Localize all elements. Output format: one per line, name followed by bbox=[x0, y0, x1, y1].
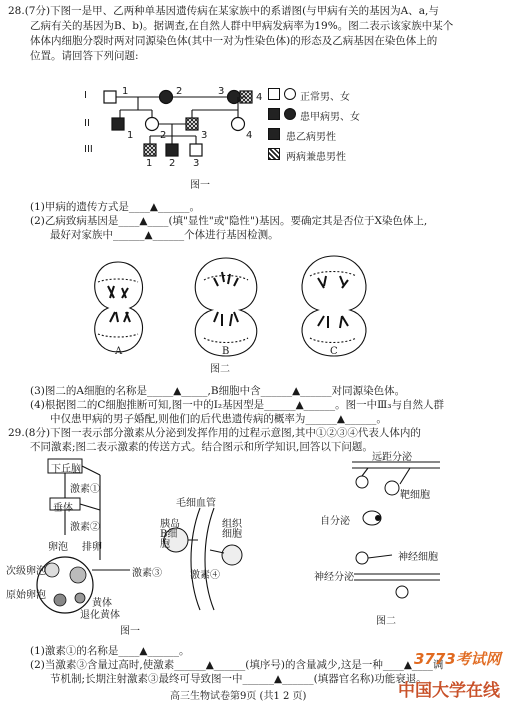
cell-A bbox=[95, 262, 143, 352]
q28-question-4b: 中仅患甲病的男子婚配,则他们的后代患遗传病的概率为______▲______。 bbox=[50, 413, 387, 425]
q28-line-4: 位置。请回答下列问题: bbox=[30, 50, 139, 62]
pedigree-III2-affected-male bbox=[166, 144, 178, 156]
ind-I4-num: 4 bbox=[256, 92, 263, 103]
cell-B-label: B bbox=[222, 346, 230, 357]
legend-disease-a-label: 患甲病男、女 bbox=[300, 112, 360, 123]
legend-disease-a-male-icon bbox=[268, 108, 280, 120]
q28-question-4: (4)根据图二的C细胞推断可知,图一中的Ⅰ₂基因型是______▲______。图一中Ⅲ₃与自然人群 bbox=[30, 399, 445, 411]
label-corpus: 黄体 bbox=[92, 598, 112, 609]
q28-line-2: 乙病有关的基因为B、b)。据调查,在自然人群中甲病发病率为19%。图二表示该家族中某个 bbox=[30, 20, 454, 32]
ind-III1-num: 1 bbox=[146, 158, 153, 169]
ind-II2-num: 2 bbox=[160, 130, 167, 141]
label-pituitary: 垂体 bbox=[53, 503, 73, 514]
cell-C bbox=[302, 256, 366, 356]
label-secondary-follicle: 次级卵泡 bbox=[6, 566, 46, 577]
page-footer: 高三生物试卷第9页 (共1 2 页) bbox=[170, 691, 307, 702]
q29-question-1: (1)激素①的名称是____▲______。 bbox=[30, 645, 190, 657]
label-autocrine: 自分泌 bbox=[320, 516, 350, 527]
pedigree-III1-hatched-male bbox=[144, 144, 156, 156]
pedigree-I2-affected-female bbox=[160, 91, 173, 104]
q28-question-3: (3)图二的A细胞的名称是_____▲_____,B细胞中含______▲______对同源染色体。 bbox=[30, 385, 406, 397]
pedigree-II3-hatched-male bbox=[186, 118, 198, 130]
label-primary-follicle: 原始卵泡 bbox=[6, 590, 46, 601]
watermark-name: 中国大学在线 bbox=[398, 681, 500, 701]
ind-II1-num: 1 bbox=[127, 130, 134, 141]
label-ovulation: 排卵 bbox=[82, 542, 102, 553]
ind-II4-num: 4 bbox=[246, 130, 253, 141]
pedigree-II1-affected-male bbox=[112, 118, 124, 130]
q28-question-1: (1)甲病的遗传方式是____▲______。 bbox=[30, 201, 200, 213]
label-islet: 胰岛B细胞 bbox=[160, 519, 180, 550]
ind-III2-num: 2 bbox=[169, 158, 176, 169]
pedigree-II2-normal-female bbox=[146, 118, 159, 131]
q28-question-2b: 最好对家族中______▲______个体进行基因检测。 bbox=[50, 229, 279, 241]
q29-question-2b: 节机制;长期注射激素③最终可导致图一中______▲______(填器官名称)功能衰退。 bbox=[50, 673, 427, 685]
legend-both-diseases-icon bbox=[268, 148, 280, 160]
ind-II3-num: 3 bbox=[201, 130, 208, 141]
label-neuro: 神经分泌 bbox=[314, 572, 354, 583]
label-hormone3: 激素③ bbox=[132, 568, 162, 579]
label-neuro-cell: 神经细胞 bbox=[398, 552, 438, 563]
label-hormone4: 激素④ bbox=[190, 570, 220, 581]
label-capillary: 毛细血管 bbox=[176, 498, 216, 509]
ind-I2-num: 2 bbox=[176, 86, 183, 97]
hormone-transport-diagram bbox=[352, 462, 440, 598]
q29-question-2: (2)当激素③含量过高时,使激素______▲______(填序号)的含量减少,这是一种____▲____调 bbox=[30, 659, 444, 671]
cell-A-label: A bbox=[115, 346, 123, 357]
label-hypothalamus: 下丘脑 bbox=[51, 464, 81, 475]
ind-I1-num: 1 bbox=[122, 86, 129, 97]
q29-fig2-caption: 图二 bbox=[376, 616, 396, 627]
q28-fig2-caption: 图二 bbox=[210, 364, 230, 375]
legend-both-diseases-label: 两病兼患男性 bbox=[286, 152, 346, 163]
legend-disease-b-male-icon bbox=[268, 128, 280, 140]
label-target: 靶细胞 bbox=[400, 490, 430, 501]
legend-normal-male-icon bbox=[268, 88, 280, 100]
label-hormone1: 激素① bbox=[70, 484, 100, 495]
legend-disease-b-label: 患乙病男性 bbox=[286, 132, 336, 143]
q28-question-2: (2)乙病致病基因是____▲____(填"显性"或"隐性")基因。要确定其是否位于X染色体上, bbox=[30, 215, 428, 227]
q28-fig1-caption: 图一 bbox=[190, 180, 210, 191]
pedigree-III3-normal-male bbox=[190, 144, 202, 156]
gen-III-label: III bbox=[84, 144, 93, 155]
pedigree-II4-normal-female bbox=[232, 118, 245, 131]
legend-normal-female-icon bbox=[284, 88, 296, 100]
legend-disease-a-female-icon bbox=[284, 108, 296, 120]
q29-line-2: 不同激素;图二表示激素的传送方式。结合图示和所学知识,回答以下问题。 bbox=[30, 441, 373, 453]
ind-III3-num: 3 bbox=[193, 158, 200, 169]
legend-normal-label: 正常男、女 bbox=[300, 92, 350, 103]
label-tissue: 组织细胞 bbox=[222, 519, 242, 540]
q29-line-1: 29.(8分)下图一表示部分激素从分泌到发挥作用的过程示意图,其中①②③④代表人体内的 bbox=[8, 427, 421, 439]
label-egg: 卵泡 bbox=[48, 542, 68, 553]
q29-fig1-caption: 图一 bbox=[120, 626, 140, 637]
hormone-pathway-diagram bbox=[37, 459, 242, 613]
gen-I-label: I bbox=[84, 90, 87, 101]
cell-C-label: C bbox=[330, 346, 338, 357]
ind-I3-num: 3 bbox=[218, 86, 225, 97]
label-distant: 远距分泌 bbox=[372, 452, 412, 463]
gen-II-label: II bbox=[84, 118, 90, 129]
pedigree-I1-normal-male bbox=[104, 91, 116, 103]
label-hormone2: 激素② bbox=[70, 522, 100, 533]
q28-line-1: 28.(7分)下图一是甲、乙两种单基因遗传病在某家族中的系谱图(与甲病有关的基因为A、a,与 bbox=[8, 5, 439, 17]
q28-line-3: 体体内细胞分裂时两对同源染色体(其中一对为性染色体)的形态及乙病基因在染色体上的 bbox=[30, 35, 438, 47]
label-degenerate: 退化黄体 bbox=[80, 610, 120, 621]
cell-B bbox=[195, 258, 256, 356]
watermark-site: 3773考试网 bbox=[414, 650, 501, 668]
